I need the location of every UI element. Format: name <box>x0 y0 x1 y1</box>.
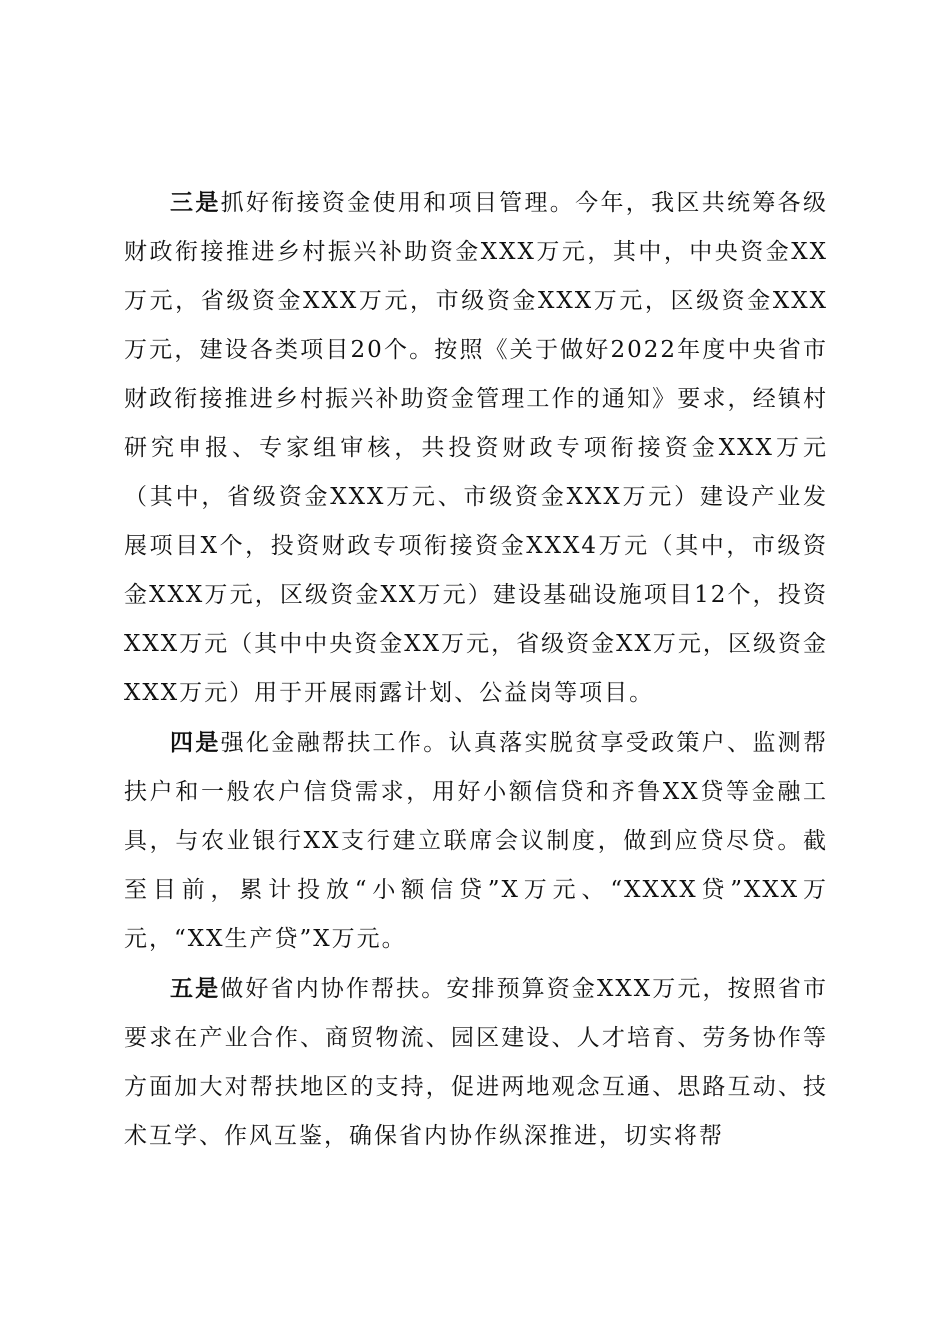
paragraph-four <box>124 718 828 964</box>
paragraph-three <box>124 178 828 718</box>
paragraph-text: 做好省内协作帮扶。安排预算资金XXX万元，按照省市要求在产业合作、商贸物流、园区建设、人才培育、劳务协作等方面加大对帮扶地区的支持，促进两地观念互通、思路互动、技术互学、作风互鉴，确保省内协作纵深推进，切实将帮 <box>124 976 829 1149</box>
paragraph-text: 抓好衔接资金使用和项目管理。今年，我区共统筹各级财政衔接推进乡村振兴补助资金XXX万元，其中，中央资金XX万元，省级资金XXX万元，市级资金XXX万元，区级资金XXX万元，建设各类项目20个。按照《关于做好2022年度中央省市财政衔接推进乡村振兴补助资金管理工作的通知》要求，经镇村研究申报、专家组审核，共投资财政专项衔接资金XXX万元（其中，省级资金XXX万元、市级资金XXX万元）建设产业发展项目X个，投资财政专项衔接资金XXX4万元（其中，市级资金XXX万元，区级资金XX万元）建设基础设施项目12个，投资XXX万元（其中中央资金XX万元，省级资金XX万元，区级资金XXX万元）用于开展雨露计划、公益岗等项目。 <box>124 190 829 706</box>
paragraph-lead: 五是 <box>170 975 221 1002</box>
paragraph-text: 强化金融帮扶工作。认真落实脱贫享受政策户、监测帮扶户和一般农户信贷需求，用好小额信贷和齐鲁XX贷等金融工具，与农业银行XX支行建立联席会议制度，做到应贷尽贷。截至目前，累计投放“小额信贷”X万元、“XXXX贷”XXX万元，“XX生产贷”X万元。 <box>124 730 829 952</box>
paragraph-five <box>124 964 828 1161</box>
document-body <box>124 178 828 1161</box>
paragraph-lead: 三是 <box>170 189 221 216</box>
paragraph-lead: 四是 <box>170 729 221 756</box>
